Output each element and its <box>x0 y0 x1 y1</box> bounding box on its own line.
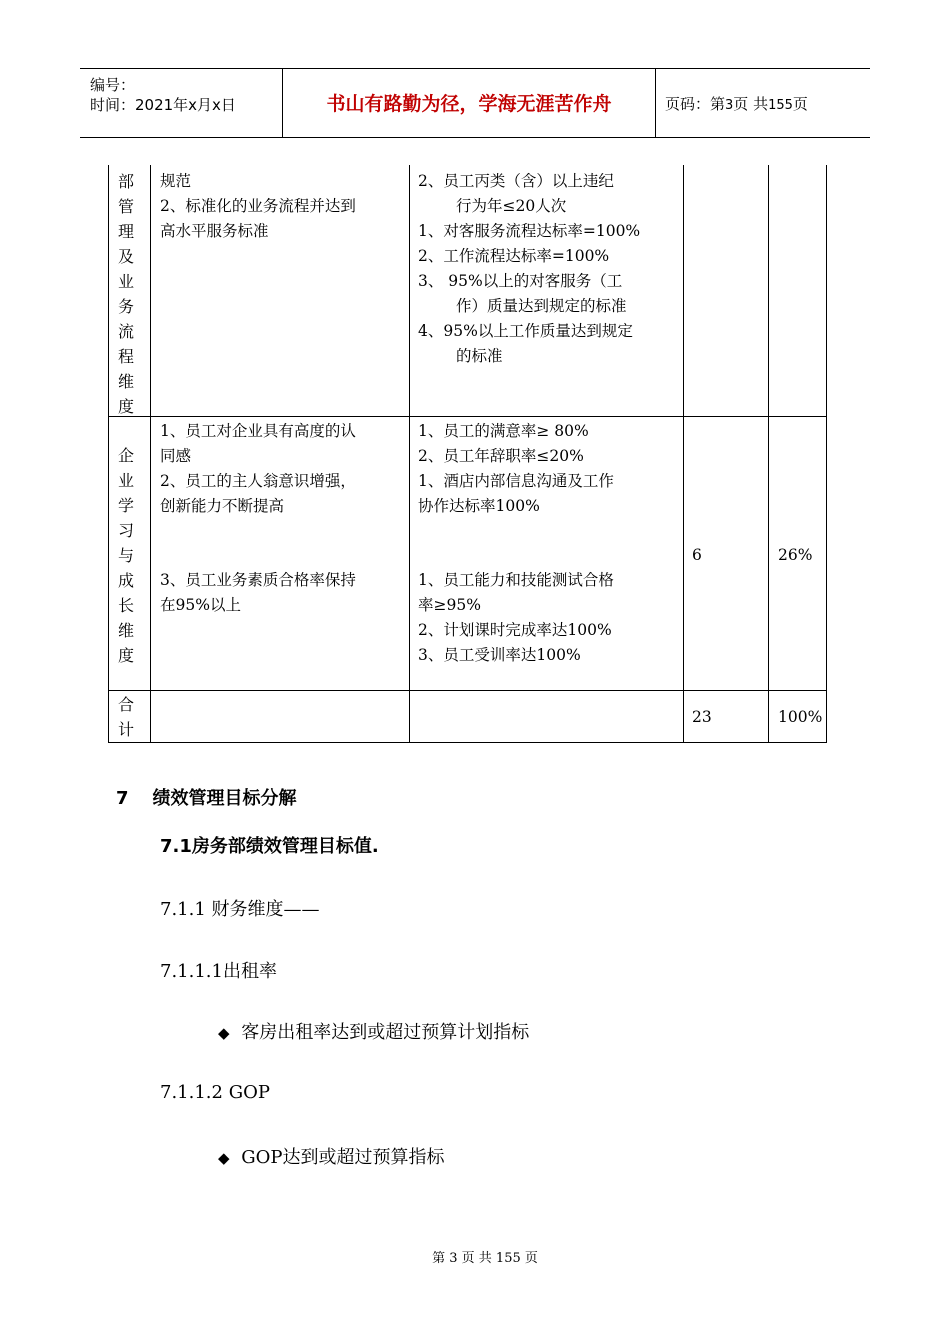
indicator-line: 2、计划课时完成率达100% <box>418 621 612 639</box>
document-code-label: 编号： <box>90 76 136 94</box>
dimension-char: 成 <box>117 571 134 590</box>
table-row-divider <box>108 690 827 691</box>
dimension-char: 业 <box>117 272 134 291</box>
page-total: 155 <box>768 98 793 113</box>
total-weight-cell: 100% <box>778 708 823 726</box>
indicator-line: 1、酒店内部信息沟通及工作 <box>418 472 614 490</box>
dimension-char: 维 <box>117 372 134 391</box>
table-col-border <box>683 165 684 743</box>
dimension-char: 度 <box>117 646 134 665</box>
page-number: 3 <box>725 98 734 113</box>
indicator-line: 2、员工丙类（含）以上违纪 <box>418 172 614 190</box>
indicator-line: 2、工作流程达标率=100% <box>418 247 610 265</box>
page-suffix: 页 <box>792 95 808 113</box>
bullet-gop <box>218 1143 445 1169</box>
indicators-cell-learning-b <box>418 568 614 668</box>
indicators-cell-learning-a <box>418 419 614 519</box>
count-cell-learning: 6 <box>692 546 702 564</box>
dimension-char: 度 <box>117 397 134 416</box>
indicator-line: 行为年≤20人次 <box>456 197 567 215</box>
page-footer: 第 3 页 共 155 页 <box>432 1251 538 1266</box>
dimension-char: 企 <box>117 446 134 465</box>
section-title: 绩效管理目标分解 <box>152 788 297 809</box>
table-col-border <box>150 165 151 743</box>
goals-cell-process <box>160 169 356 244</box>
diamond-bullet-icon: ◆ <box>218 1024 230 1042</box>
goal-line: 在95%以上 <box>160 596 241 614</box>
header-motto: 书山有路勤为径，学海无涯苦作舟 <box>326 93 612 115</box>
indicators-cell-process <box>418 169 640 369</box>
indicator-line: 作）质量达到规定的标准 <box>456 297 627 315</box>
indicator-line: 1、员工的满意率≥ 80% <box>418 422 589 440</box>
header-meta <box>90 75 236 115</box>
goal-line: 高水平服务标准 <box>160 222 269 240</box>
total-char: 计 <box>117 720 134 739</box>
table-col-border <box>768 165 769 743</box>
goal-line: 3、员工业务素质合格率保持 <box>160 571 356 589</box>
dimension-char: 与 <box>117 546 134 565</box>
dimension-char: 长 <box>117 596 134 615</box>
header-divider-right <box>655 69 656 137</box>
table-col-border <box>826 165 827 743</box>
indicator-line: 的标准 <box>456 347 503 365</box>
dimension-char: 务 <box>117 297 134 316</box>
dimension-char: 维 <box>117 621 134 640</box>
section-7-1-1-heading: 7.1.1 财务维度—— <box>160 899 320 920</box>
page-mid: 页 共 <box>733 95 769 113</box>
indicator-line: 2、员工年辞职率≤20% <box>418 447 584 465</box>
indicator-line: 率≥95% <box>418 596 481 614</box>
table-col-border <box>108 165 109 743</box>
indicator-line: 3、员工受训率达100% <box>418 646 581 664</box>
page-prefix: 页码：第 <box>665 95 726 113</box>
goal-line: 创新能力不断提高 <box>160 497 285 515</box>
indicator-line: 协作达标率100% <box>418 497 540 515</box>
dimension-char: 学 <box>117 496 134 515</box>
bullet-text: 客房出租率达到或超过预算计划指标 <box>241 1022 530 1043</box>
goals-cell-learning-b <box>160 568 356 618</box>
table-row-divider <box>108 416 827 417</box>
weight-cell-learning: 26% <box>778 546 813 564</box>
section-number: 7 <box>116 788 129 809</box>
dimension-cell-process <box>110 169 142 419</box>
indicator-line: 1、对客服务流程达标率=100% <box>418 222 641 240</box>
table-bottom-border <box>108 742 827 743</box>
section-7-1-heading: 7.1房务部绩效管理目标值. <box>160 836 379 857</box>
goals-cell-learning-a <box>160 419 356 519</box>
document-time: 时间：2021年x月x日 <box>90 96 236 114</box>
goal-line: 规范 <box>160 172 192 190</box>
section-7-1-1-1-heading: 7.1.1.1出租率 <box>160 961 277 982</box>
goal-line: 同感 <box>160 447 192 465</box>
goal-line: 2、员工的主人翁意识增强， <box>160 472 356 490</box>
table-col-border <box>409 165 410 743</box>
dimension-char: 理 <box>117 222 134 241</box>
indicator-line: 4、95%以上工作质量达到规定 <box>418 322 633 340</box>
section-7-heading <box>116 784 297 810</box>
indicator-line: 1、员工能力和技能测试合格 <box>418 571 614 589</box>
goal-line: 2、标准化的业务流程并达到 <box>160 197 356 215</box>
dimension-char: 流 <box>117 322 134 341</box>
diamond-bullet-icon: ◆ <box>218 1149 230 1167</box>
dimension-char: 及 <box>117 247 134 266</box>
dimension-char: 业 <box>117 471 134 490</box>
total-count-cell: 23 <box>692 708 712 726</box>
bullet-text: GOP达到或超过预算指标 <box>241 1147 445 1168</box>
total-char: 合 <box>117 695 134 714</box>
dimension-char: 管 <box>117 197 134 216</box>
bullet-occupancy <box>218 1018 529 1044</box>
page-header <box>80 68 870 138</box>
section-7-1-1-2-heading: 7.1.1.2 GOP <box>160 1082 270 1103</box>
total-label-cell <box>110 692 142 742</box>
header-page-info <box>665 94 808 116</box>
indicator-line: 3、 95%以上的对客服务（工 <box>418 272 623 290</box>
dimension-cell-learning <box>110 443 142 668</box>
dimension-char: 程 <box>117 347 134 366</box>
dimension-char: 部 <box>117 172 134 191</box>
dimension-char: 习 <box>117 521 134 540</box>
goal-line: 1、员工对企业具有高度的认 <box>160 422 356 440</box>
